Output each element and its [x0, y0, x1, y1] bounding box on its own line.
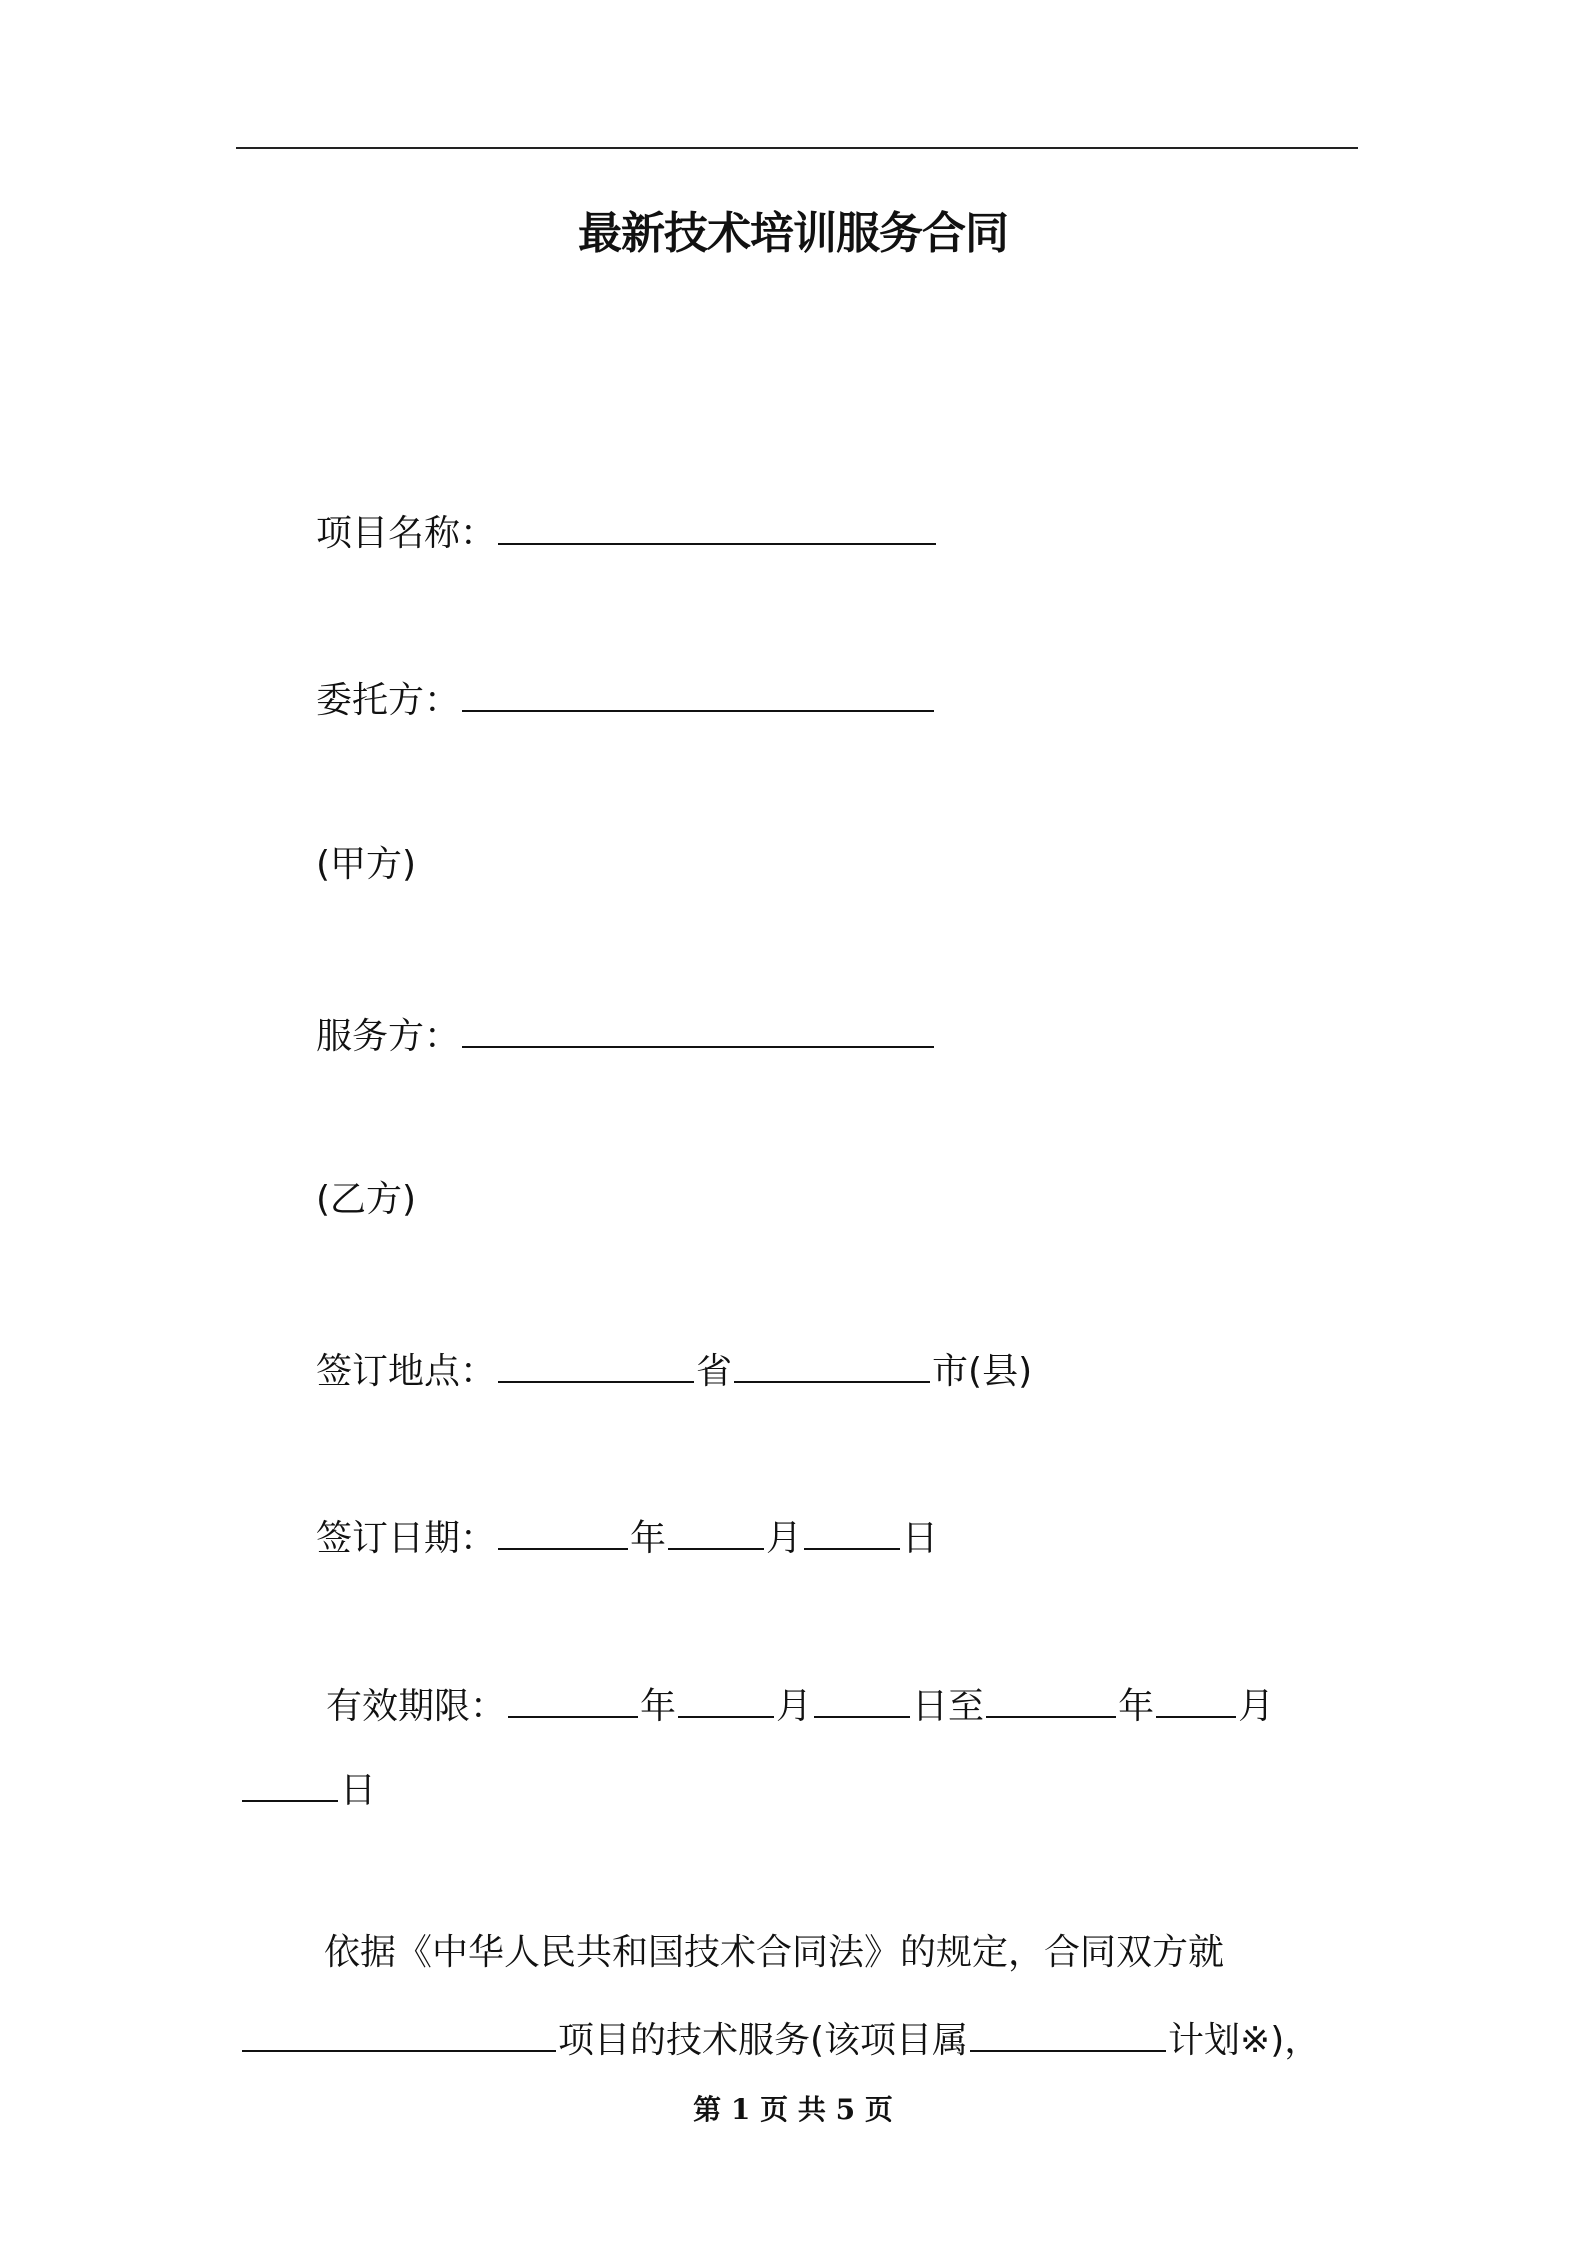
validity-label: 有效期限： [326, 1686, 507, 1727]
validity-end-month-blank [1156, 1678, 1236, 1718]
province-blank [498, 1343, 694, 1383]
validity-end-day-blank [242, 1762, 338, 1802]
validity-day-to-label: 日至 [912, 1686, 985, 1727]
header-rule [236, 147, 1358, 149]
body-paragraph-line-1 [324, 1928, 1224, 1978]
client-line [316, 672, 936, 726]
validity-start-day-blank [814, 1678, 910, 1718]
body-paragraph-line-2 [240, 2012, 1320, 2066]
city-county-label: 市(县) [932, 1351, 1033, 1392]
provider-line [316, 1008, 936, 1062]
document-title: 最新技术培训服务合同 [578, 208, 1008, 259]
project-name-line [316, 505, 938, 559]
page-footer: 第 1 页 共 5 页 [693, 2093, 893, 2126]
validity-start-year-blank [508, 1678, 638, 1718]
sign-date-line [316, 1510, 938, 1564]
validity-end-month-label: 月 [1238, 1686, 1275, 1727]
sign-year-label: 年 [630, 1518, 667, 1559]
validity-start-month-blank [678, 1678, 774, 1718]
sign-day-label: 日 [902, 1518, 939, 1559]
body-text-2b: 计划※)， [1168, 2020, 1321, 2061]
validity-start-year-label: 年 [640, 1686, 677, 1727]
validity-end-year-label: 年 [1118, 1686, 1155, 1727]
project-name-label: 项目名称： [316, 513, 497, 554]
client-blank [462, 672, 934, 712]
validity-line [326, 1678, 1274, 1732]
sign-year-blank [498, 1510, 628, 1550]
client-label: 委托方： [316, 680, 461, 721]
validity-end-day-label: 日 [340, 1770, 377, 1811]
sign-month-label: 月 [766, 1518, 803, 1559]
party-a-label: (甲方) [316, 844, 417, 885]
province-label: 省 [696, 1351, 733, 1392]
body-text-2a: 项目的技术服务(该项目属 [558, 2020, 969, 2061]
party-b-line [316, 1175, 416, 1225]
project-name-blank [498, 505, 936, 545]
validity-line-2 [240, 1762, 376, 1816]
validity-end-year-blank [986, 1678, 1116, 1718]
sign-place-line [316, 1343, 1032, 1397]
sign-place-label: 签订地点： [316, 1351, 497, 1392]
party-a-line [316, 840, 416, 890]
sign-day-blank [804, 1510, 900, 1550]
party-b-label: (乙方) [316, 1179, 417, 1220]
city-blank [734, 1343, 930, 1383]
sign-month-blank [668, 1510, 764, 1550]
project-blank [242, 2012, 556, 2052]
body-text-1: 依据《中华人民共和国技术合同法》的规定，合同双方就 [324, 1932, 1225, 1973]
provider-blank [462, 1008, 934, 1048]
provider-label: 服务方： [316, 1016, 461, 1057]
plan-blank [970, 2012, 1166, 2052]
sign-date-label: 签订日期： [316, 1518, 497, 1559]
validity-start-month-label: 月 [776, 1686, 813, 1727]
